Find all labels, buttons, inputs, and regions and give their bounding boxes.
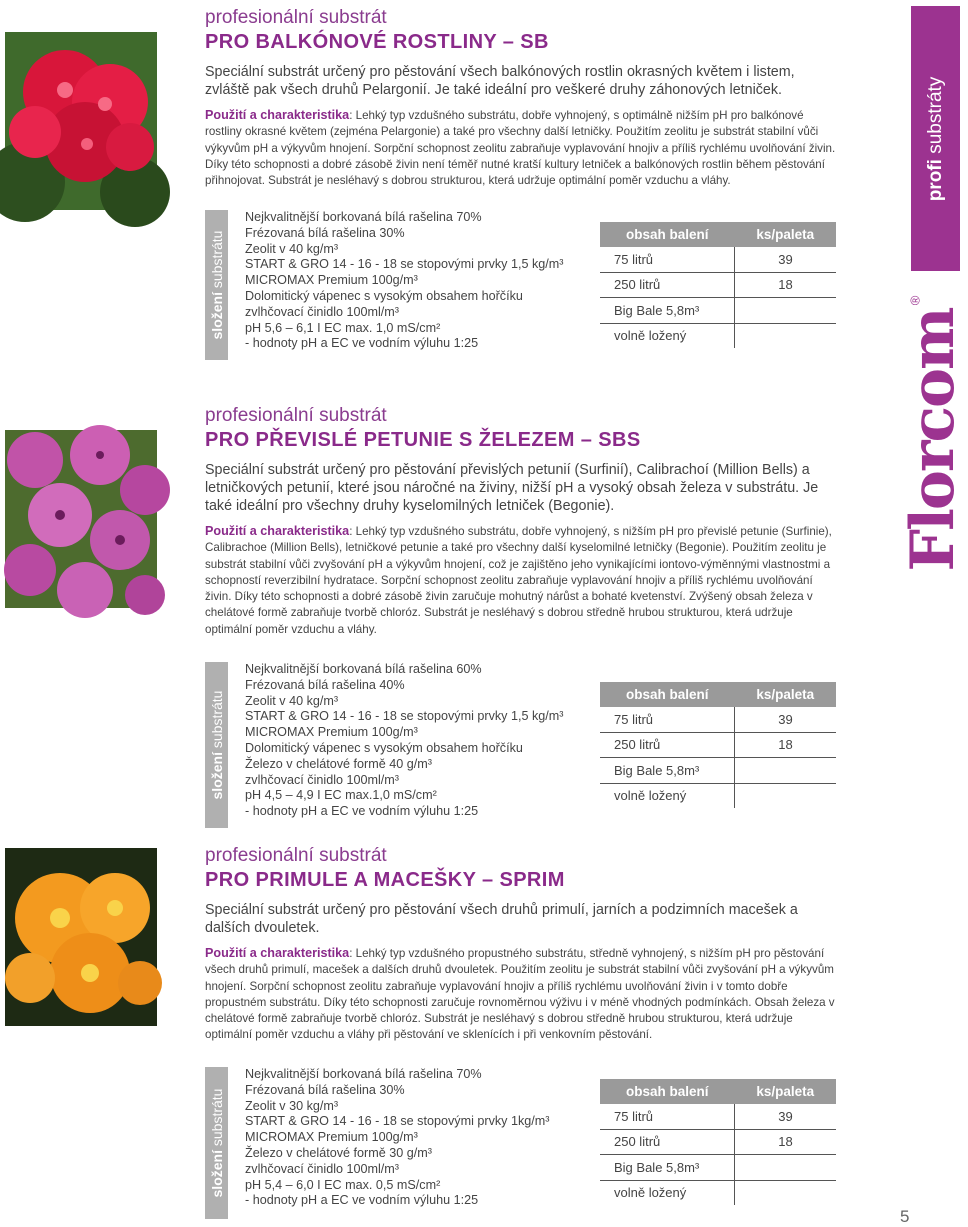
petunia-photo — [5, 430, 157, 608]
package-cell: 250 litrů — [600, 272, 735, 298]
package-cell: volně ložený — [614, 1185, 687, 1201]
usage-text: : Lehký typ vzdušného substrátu, dobře vyhnojený, s optimálně nižším pH pro balkónové rostliny okrasné květem (zejména Pelargonie) a také pro všechny další letničky. Použitím zeolitu je substrát stabilní vůči výkyvům pH a výkyvům hnojení. Sorpční schopnost zeolitu zabraňuje vyplavování hnojiv a příliš rychlému uvolňování živin. Díky této schopnosti a dobré zásobě živin není téměř nutné kratší kultury letniček a balkónových rostlin během pěstování přihnojovat. Substrát je nesléhavý s dobrou strukturou, která udržuje optimální poměr vzduchu a vláhy. — [205, 109, 836, 188]
section-intro: Speciální substrát určený pro pěstování všech druhů primulí, jarních a podzimních macešek a dalších dvouletek. — [205, 902, 798, 936]
composition-item: pH 5,4 – 6,0 I EC max. 0,5 mS/cm² — [245, 1177, 441, 1192]
composition-label-light: substrátu — [208, 1088, 225, 1147]
section-intro: Speciální substrát určený pro pěstování všech balkónových rostlin okrasných květem i listem, zvláště pak všech druhů Pelargonií. Je také ideální pro veškeré druhy záhonových letniček. — [205, 64, 795, 98]
table-row — [600, 732, 836, 758]
composition-label-light: substrátu — [208, 690, 225, 749]
table-header-package: obsah balení — [600, 1079, 735, 1104]
composition-block — [205, 1067, 549, 1219]
composition-item: zvlhčovací činidlo 100ml/m³ — [245, 772, 399, 787]
section-title: PRO PŘEVISLÉ PETUNIE S ŽELEZEM – SBS — [205, 429, 641, 451]
package-cell: volně ložený — [614, 328, 687, 344]
primrose-photo — [5, 848, 157, 1026]
packaging-table — [600, 682, 836, 808]
pallet-cell: 18 — [735, 732, 836, 758]
section-intro: Speciální substrát určený pro pěstování převislých petunií (Surfinií), Calibrachoí (Million Bells) a letničkových petunií, které jsou náročné na živiny, nižší pH a vysoký obsah železa v substrátu. Je také ideální pro všechny druhy kyselomilných letniček (Begonie). — [205, 462, 819, 514]
composition-label-bold: složení — [208, 292, 225, 340]
table-row — [600, 1180, 836, 1205]
section-usage — [205, 945, 837, 1044]
geranium-photo — [5, 32, 157, 210]
package-cell: Big Bale 5,8m³ — [600, 758, 735, 784]
usage-text: : Lehký typ vzdušného substrátu, dobře vyhnojený, s nižším pH pro převislé petunie (Surfinie), Calibrachoe (Million Bells), letničkové petunie a také pro všechny další kyselomilné letničky (Begonie). Použitím zeolitu je substrát stabilní vůči zvyšování pH a výkyvům hnojení, což je zajištěno jeho vynikajícími iontovo-výměnnými vlastnostmi a schopností reverzibilní hydratace. Sorpční schopnost zeolitu zabraňuje vyplavování hnojiv a příliš rychlému uvolňování živin. Díky této schopnosti a dobré zásobě živin zaručuje mohutný nárůst a bohaté kvetenství. Zvýšený obsah železa v chelátové formě zabraňuje tvorbě chloróz. Substrát je nesléhavý s dobrou středně hrubou strukturou, která udržuje optimální poměr vzduchu a vláhy. — [205, 525, 832, 636]
composition-item: Frézovaná bílá rašelina 40% — [245, 677, 405, 692]
package-cell: 250 litrů — [600, 732, 735, 758]
composition-list — [205, 1067, 549, 1209]
pallet-cell — [735, 1155, 836, 1181]
pallet-cell: 39 — [735, 1104, 836, 1129]
pallet-cell: 18 — [735, 1129, 836, 1155]
composition-item: - hodnoty pH a EC ve vodním výluhu 1:25 — [245, 336, 479, 351]
composition-item: pH 4,5 – 4,9 I EC max.1,0 mS/cm² — [245, 788, 437, 803]
table-row — [600, 298, 836, 324]
composition-item: Dolomitický vápenec s vysokým obsahem hořčíku — [245, 740, 523, 755]
composition-label-bar — [205, 1067, 228, 1219]
package-cell: Big Bale 5,8m³ — [600, 1155, 735, 1181]
sidebar-label: substráty — [924, 76, 946, 154]
sidebar-profi: profi — [924, 158, 946, 201]
table-header-package: obsah balení — [600, 682, 735, 707]
profi-substraty-tab — [911, 6, 960, 271]
composition-label-bar — [205, 662, 228, 828]
florcom-logo — [898, 300, 968, 580]
package-cell: Big Bale 5,8m³ — [600, 298, 735, 324]
composition-item: START & GRO 14 - 16 - 18 se stopovými prvky 1,5 kg/m³ — [245, 709, 564, 724]
composition-item: MICROMAX Premium 100g/m³ — [245, 1130, 418, 1145]
package-cell: 75 litrů — [600, 707, 735, 732]
table-header-pallet: ks/paleta — [735, 1079, 836, 1104]
page-number: 5 — [900, 1207, 910, 1226]
composition-list — [205, 210, 563, 352]
packaging-table — [600, 1079, 836, 1205]
composition-label-bold: složení — [208, 752, 225, 800]
pallet-cell — [735, 323, 836, 348]
section-usage — [205, 107, 837, 189]
section-kicker: profesionální substrát — [205, 7, 387, 28]
package-cell: 250 litrů — [600, 1129, 735, 1155]
table-row — [600, 1104, 836, 1129]
section-title: PRO BALKÓNOVÉ ROSTLINY – SB — [205, 31, 549, 53]
section-kicker: profesionální substrát — [205, 405, 387, 426]
composition-label-light: substrátu — [208, 230, 225, 289]
table-header-pallet: ks/paleta — [735, 222, 836, 247]
composition-item: Frézovaná bílá rašelina 30% — [245, 1082, 405, 1097]
composition-item: Zeolit v 40 kg/m³ — [245, 693, 339, 708]
pallet-cell: 39 — [735, 707, 836, 732]
composition-item: Frézovaná bílá rašelina 30% — [245, 225, 405, 240]
pallet-cell: 18 — [735, 272, 836, 298]
composition-item: MICROMAX Premium 100g/m³ — [245, 273, 418, 288]
table-row — [600, 323, 836, 348]
section-usage — [205, 523, 837, 638]
composition-item: Nejkvalitnější borkovaná bílá rašelina 70% — [245, 210, 482, 224]
composition-item: MICROMAX Premium 100g/m³ — [245, 725, 418, 740]
usage-text: : Lehký typ vzdušného propustného substrátu, středně vyhnojený, s nižším pH pro pěstování všech druhů primulí, macešek a dalších druhů dvouletek. Použitím zeolitu je substrát stabilní vůči zvyšování pH a výkyvům hnojení. Sorpční schopnost zeolitu zabraňuje vyplavování hnojiv a příliš rychlému uvolňování živin i v tomto dobře propustném substrátu. Díky této schopnosti zaručuje rovnoměrnou výživu i v méně vhodných podmínkách. Obsah železa v chelátové formě zabraňuje tvorbě chloróz. Substrát je nesléhavý s dobrou středně hrubou strukturou, která udržuje optimální poměr vzduchu a vláhy při pěstování ve sklenících i při venkovním pěstování. — [205, 947, 835, 1042]
composition-item: START & GRO 14 - 16 - 18 se stopovými prvky 1,5 kg/m³ — [245, 257, 564, 272]
table-row — [600, 247, 836, 272]
table-row — [600, 758, 836, 784]
table-row — [600, 1155, 836, 1181]
usage-label: Použití a charakteristika — [205, 524, 350, 538]
composition-item: Železo v chelátové formě 30 g/m³ — [245, 1145, 432, 1160]
usage-label: Použití a charakteristika — [205, 108, 350, 122]
table-header-pallet: ks/paleta — [735, 682, 836, 707]
composition-item: Zeolit v 30 kg/m³ — [245, 1098, 339, 1113]
composition-item: Železo v chelátové formě 40 g/m³ — [245, 756, 432, 771]
composition-label-bar — [205, 210, 228, 360]
composition-item: - hodnoty pH a EC ve vodním výluhu 1:25 — [245, 804, 479, 819]
composition-item: pH 5,6 – 6,1 I EC max. 1,0 mS/cm² — [245, 320, 441, 335]
table-row — [600, 707, 836, 732]
composition-item: zvlhčovací činidlo 100ml/m³ — [245, 1161, 399, 1176]
table-row — [600, 1129, 836, 1155]
pallet-cell — [735, 783, 836, 808]
composition-item: Nejkvalitnější borkovaná bílá rašelina 70% — [245, 1067, 482, 1081]
pallet-cell — [735, 758, 836, 784]
brand-name: Florcom — [898, 308, 968, 572]
package-cell: volně ložený — [614, 788, 687, 804]
section-kicker: profesionální substrát — [205, 845, 387, 866]
section-primrose — [205, 845, 837, 1044]
registered-mark: ® — [907, 295, 923, 306]
table-row — [600, 272, 836, 298]
packaging-table — [600, 222, 836, 348]
table-row — [600, 783, 836, 808]
pallet-cell — [735, 298, 836, 324]
composition-item: Zeolit v 40 kg/m³ — [245, 241, 339, 256]
pallet-cell: 39 — [735, 247, 836, 272]
composition-item: - hodnoty pH a EC ve vodním výluhu 1:25 — [245, 1193, 479, 1208]
pallet-cell — [735, 1180, 836, 1205]
section-petunia — [205, 405, 837, 638]
section-title: PRO PRIMULE A MACEŠKY – SPRIM — [205, 869, 565, 891]
composition-block — [205, 662, 563, 828]
composition-label-bold: složení — [208, 1150, 225, 1198]
composition-item: zvlhčovací činidlo 100ml/m³ — [245, 304, 399, 319]
section-balcony — [205, 7, 837, 189]
composition-item: Nejkvalitnější borkovaná bílá rašelina 60% — [245, 662, 482, 676]
composition-block — [205, 210, 563, 360]
composition-item: Dolomitický vápenec s vysokým obsahem hořčíku — [245, 288, 523, 303]
usage-label: Použití a charakteristika — [205, 946, 350, 960]
composition-item: START & GRO 14 - 16 - 18 se stopovými prvky 1kg/m³ — [245, 1114, 550, 1129]
package-cell: 75 litrů — [600, 247, 735, 272]
package-cell: 75 litrů — [600, 1104, 735, 1129]
table-header-package: obsah balení — [600, 222, 735, 247]
composition-list — [205, 662, 563, 820]
